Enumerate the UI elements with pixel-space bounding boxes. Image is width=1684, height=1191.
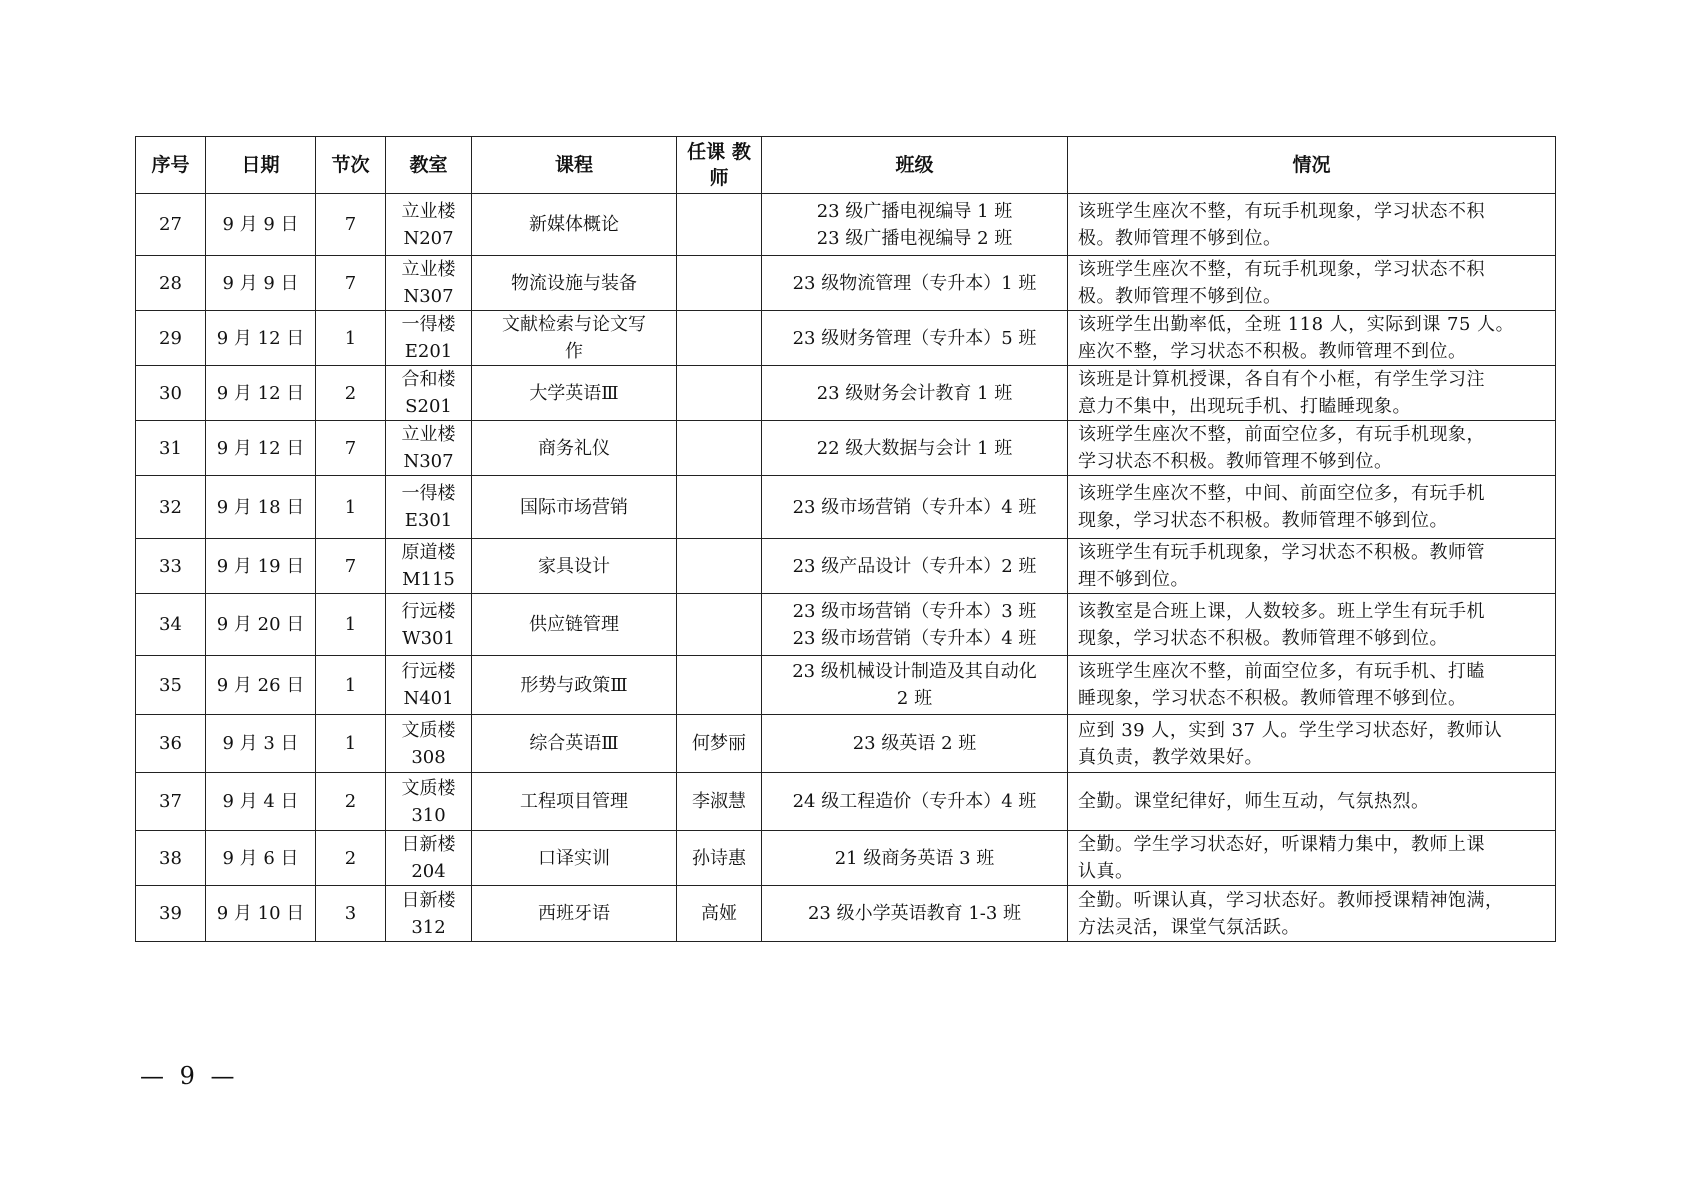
cell-situation-line: 该班是计算机授课，各自有个小框，有学生学习注 — [1078, 369, 1485, 390]
cell-situation-line: 认真。 — [1078, 861, 1134, 882]
cell-course-line: 文献检索与论文写 — [502, 314, 646, 335]
cell-seq: 32 — [136, 476, 206, 539]
header-period: 节次 — [316, 137, 386, 194]
cell-situation-line: 该班学生出勤率低，全班 118 人，实际到课 75 人。 — [1078, 314, 1515, 335]
cell-course-line: 口译实训 — [538, 847, 610, 869]
cell-situation-line: 方法灵活，课堂气氛活跃。 — [1078, 916, 1300, 938]
header-class: 班级 — [762, 137, 1068, 194]
cell-room-line: 一得楼 — [401, 314, 456, 335]
cell-situation-line: 该班学生座次不整，前面空位多，有玩手机现象， — [1078, 424, 1485, 445]
cell-situation — [1068, 831, 1556, 886]
cell-situation — [1068, 656, 1556, 715]
cell-situation-line: 座次不整，学习状态不积极。教师管理不到位。 — [1078, 341, 1467, 362]
cell-teacher: 孙诗惠 — [677, 831, 762, 886]
cell-room — [386, 421, 472, 476]
cell-date: 9 月 12 日 — [206, 311, 316, 366]
inspection-table — [135, 136, 1556, 942]
cell-situation-line: 该班学生座次不整，有玩手机现象，学习状态不积 — [1078, 259, 1485, 280]
cell-date: 9 月 9 日 — [206, 194, 316, 256]
cell-room — [386, 656, 472, 715]
cell-room-line: E201 — [404, 341, 453, 362]
header-row — [136, 137, 1556, 194]
cell-situation — [1068, 366, 1556, 421]
cell-situation-line: 该班学生座次不整，前面空位多，有玩手机、打瞌 — [1078, 661, 1485, 682]
cell-situation-line: 该班学生座次不整，有玩手机现象，学习状态不积 — [1078, 200, 1485, 222]
cell-course-line: 作 — [565, 341, 583, 362]
cell-room-line: 文质楼 — [401, 719, 456, 741]
cell-teacher — [677, 311, 762, 366]
cell-situation — [1068, 539, 1556, 594]
cell-course — [472, 831, 677, 886]
cell-teacher — [677, 194, 762, 256]
cell-period: 1 — [316, 311, 386, 366]
cell-course — [472, 715, 677, 773]
cell-class-line: 21 级商务英语 3 班 — [834, 847, 995, 869]
cell-date: 9 月 3 日 — [206, 715, 316, 773]
cell-class-line: 22 级大数据与会计 1 班 — [816, 437, 1013, 459]
cell-class — [762, 886, 1068, 942]
cell-room-line: 308 — [411, 746, 446, 768]
cell-room — [386, 715, 472, 773]
cell-course — [472, 656, 677, 715]
cell-period: 3 — [316, 886, 386, 942]
cell-period: 2 — [316, 773, 386, 831]
cell-room-line: 立业楼 — [401, 424, 456, 445]
cell-course — [472, 886, 677, 942]
page-number: — 9 — — [140, 1062, 239, 1090]
cell-teacher — [677, 421, 762, 476]
cell-class — [762, 311, 1068, 366]
cell-seq: 34 — [136, 594, 206, 656]
cell-date: 9 月 4 日 — [206, 773, 316, 831]
cell-course-line: 工程项目管理 — [520, 791, 628, 812]
cell-course-line: 综合英语Ⅲ — [529, 733, 619, 754]
cell-seq: 36 — [136, 715, 206, 773]
header-teacher-line1: 任课 — [687, 141, 726, 163]
cell-situation-line: 学习状态不积极。教师管理不够到位。 — [1078, 451, 1393, 472]
cell-room — [386, 476, 472, 539]
cell-course-line: 西班牙语 — [538, 903, 610, 924]
cell-course — [472, 366, 677, 421]
cell-room-line: 立业楼 — [401, 259, 456, 280]
cell-situation-line: 真负责，教学效果好。 — [1078, 746, 1263, 768]
cell-course — [472, 256, 677, 311]
cell-situation — [1068, 886, 1556, 942]
cell-teacher — [677, 539, 762, 594]
cell-room — [386, 539, 472, 594]
cell-course-line: 形势与政策Ⅲ — [520, 674, 628, 696]
cell-date: 9 月 26 日 — [206, 656, 316, 715]
cell-room-line: E301 — [404, 510, 453, 531]
cell-period: 7 — [316, 256, 386, 311]
cell-room — [386, 366, 472, 421]
cell-class-line: 23 级市场营销（专升本）3 班 — [792, 600, 1037, 622]
cell-situation-line: 全勤。学生学习状态好，听课精力集中，教师上课 — [1078, 834, 1485, 855]
table-row — [136, 421, 1556, 476]
cell-situation-line: 理不够到位。 — [1078, 569, 1189, 590]
cell-date: 9 月 12 日 — [206, 421, 316, 476]
cell-room-line: 310 — [411, 804, 446, 826]
cell-situation-line: 极。教师管理不够到位。 — [1078, 227, 1282, 249]
cell-situation-line: 全勤。听课认真，学习状态好。教师授课精神饱满， — [1078, 889, 1504, 911]
cell-situation-line: 睡现象，学习状态不积极。教师管理不够到位。 — [1078, 688, 1467, 709]
cell-room-line: 行远楼 — [401, 600, 456, 622]
cell-room-line: 一得楼 — [401, 483, 456, 504]
cell-period: 1 — [316, 656, 386, 715]
cell-room — [386, 886, 472, 942]
cell-seq: 37 — [136, 773, 206, 831]
cell-class — [762, 656, 1068, 715]
cell-date: 9 月 19 日 — [206, 539, 316, 594]
cell-teacher: 高娅 — [677, 886, 762, 942]
cell-teacher: 李淑慧 — [677, 773, 762, 831]
cell-situation-line: 该班学生座次不整，中间、前面空位多，有玩手机 — [1078, 483, 1485, 504]
cell-seq: 28 — [136, 256, 206, 311]
cell-course — [472, 594, 677, 656]
cell-course-line: 供应链管理 — [529, 614, 619, 635]
cell-seq: 30 — [136, 366, 206, 421]
cell-teacher — [677, 256, 762, 311]
cell-room-line: 合和楼 — [401, 369, 456, 390]
cell-room — [386, 773, 472, 831]
cell-room — [386, 594, 472, 656]
cell-situation — [1068, 256, 1556, 311]
cell-room-line: N307 — [403, 451, 454, 472]
cell-room — [386, 831, 472, 886]
cell-period: 1 — [316, 594, 386, 656]
cell-room-line: 立业楼 — [401, 200, 456, 222]
cell-period: 2 — [316, 831, 386, 886]
cell-room-line: S201 — [405, 396, 452, 417]
cell-class — [762, 256, 1068, 311]
table-row — [136, 594, 1556, 656]
cell-class-line: 24 级工程造价（专升本）4 班 — [792, 791, 1037, 812]
table-row — [136, 476, 1556, 539]
cell-period: 7 — [316, 194, 386, 256]
cell-teacher — [677, 594, 762, 656]
header-seq: 序号 — [136, 137, 206, 194]
cell-class-line: 23 级市场营销（专升本）4 班 — [792, 627, 1037, 649]
cell-course-line: 新媒体概论 — [529, 214, 619, 235]
cell-class — [762, 773, 1068, 831]
cell-room-line: N307 — [403, 286, 454, 307]
cell-date: 9 月 9 日 — [206, 256, 316, 311]
cell-class-line: 23 级物流管理（专升本）1 班 — [792, 272, 1037, 294]
cell-date: 9 月 10 日 — [206, 886, 316, 942]
cell-room-line: 行远楼 — [401, 661, 456, 682]
table-row — [136, 656, 1556, 715]
cell-class-line: 23 级财务会计教育 1 班 — [816, 382, 1013, 404]
header-date: 日期 — [206, 137, 316, 194]
cell-situation-line: 意力不集中，出现玩手机、打瞌睡现象。 — [1078, 396, 1411, 417]
table-row — [136, 194, 1556, 256]
cell-course-line: 大学英语Ⅲ — [529, 382, 619, 404]
cell-date: 9 月 20 日 — [206, 594, 316, 656]
cell-course — [472, 421, 677, 476]
cell-course — [472, 773, 677, 831]
cell-room-line: W301 — [402, 627, 455, 649]
cell-period: 7 — [316, 539, 386, 594]
cell-seq: 33 — [136, 539, 206, 594]
cell-class-line: 23 级市场营销（专升本）4 班 — [792, 496, 1037, 518]
cell-class-line: 23 级财务管理（专升本）5 班 — [792, 327, 1037, 349]
cell-class — [762, 594, 1068, 656]
cell-room-line: 日新楼 — [401, 889, 456, 911]
cell-situation-line: 全勤。课堂纪律好，师生互动，气氛热烈。 — [1078, 791, 1430, 812]
cell-situation — [1068, 476, 1556, 539]
table-row — [136, 366, 1556, 421]
cell-course-line: 国际市场营销 — [520, 496, 628, 518]
cell-seq: 38 — [136, 831, 206, 886]
header-situation: 情况 — [1068, 137, 1556, 194]
cell-class-line: 23 级广播电视编导 1 班 — [816, 200, 1013, 222]
cell-date: 9 月 6 日 — [206, 831, 316, 886]
cell-course — [472, 311, 677, 366]
cell-period: 1 — [316, 476, 386, 539]
cell-teacher — [677, 366, 762, 421]
table-row — [136, 539, 1556, 594]
table-row — [136, 715, 1556, 773]
cell-seq: 35 — [136, 656, 206, 715]
cell-date: 9 月 12 日 — [206, 366, 316, 421]
cell-seq: 31 — [136, 421, 206, 476]
cell-course-line: 商务礼仪 — [538, 437, 610, 459]
cell-period: 1 — [316, 715, 386, 773]
cell-seq: 39 — [136, 886, 206, 942]
cell-room-line: N401 — [403, 688, 454, 709]
cell-room-line: 日新楼 — [401, 834, 456, 855]
cell-class — [762, 539, 1068, 594]
cell-course — [472, 476, 677, 539]
cell-class-line: 2 班 — [896, 688, 933, 709]
cell-situation-line: 现象，学习状态不积极。教师管理不够到位。 — [1078, 510, 1448, 531]
cell-seq: 29 — [136, 311, 206, 366]
cell-room-line: 原道楼 — [401, 542, 456, 563]
cell-situation-line: 极。教师管理不够到位。 — [1078, 286, 1282, 307]
cell-class — [762, 715, 1068, 773]
cell-course-line: 物流设施与装备 — [511, 272, 637, 294]
cell-class — [762, 831, 1068, 886]
cell-date: 9 月 18 日 — [206, 476, 316, 539]
header-teacher-line2: 教师 — [709, 141, 751, 189]
header-room: 教室 — [386, 137, 472, 194]
cell-room-line: 204 — [411, 861, 446, 882]
cell-teacher: 何梦丽 — [677, 715, 762, 773]
cell-class-line: 23 级广播电视编导 2 班 — [816, 227, 1013, 249]
table-row — [136, 256, 1556, 311]
cell-period: 2 — [316, 366, 386, 421]
cell-class-line: 23 级机械设计制造及其自动化 — [792, 661, 1037, 682]
cell-class — [762, 476, 1068, 539]
cell-room-line: 文质楼 — [401, 777, 456, 799]
cell-situation-line: 该教室是合班上课，人数较多。班上学生有玩手机 — [1078, 600, 1485, 622]
cell-situation-line: 应到 39 人，实到 37 人。学生学习状态好，教师认 — [1078, 719, 1503, 741]
header-teacher — [677, 137, 762, 194]
cell-class-line: 23 级英语 2 班 — [852, 733, 977, 754]
table-row — [136, 831, 1556, 886]
cell-class — [762, 421, 1068, 476]
cell-situation — [1068, 773, 1556, 831]
cell-room — [386, 311, 472, 366]
cell-period: 7 — [316, 421, 386, 476]
table-row — [136, 311, 1556, 366]
cell-room-line: N207 — [403, 227, 454, 249]
cell-class — [762, 194, 1068, 256]
cell-room — [386, 256, 472, 311]
cell-situation-line: 现象，学习状态不积极。教师管理不够到位。 — [1078, 627, 1448, 649]
cell-room-line: M115 — [402, 569, 455, 590]
cell-course-line: 家具设计 — [538, 555, 610, 577]
cell-room — [386, 194, 472, 256]
cell-class-line: 23 级小学英语教育 1-3 班 — [807, 903, 1022, 924]
header-course: 课程 — [472, 137, 677, 194]
cell-teacher — [677, 656, 762, 715]
cell-situation — [1068, 594, 1556, 656]
cell-class-line: 23 级产品设计（专升本）2 班 — [792, 555, 1037, 577]
cell-course — [472, 539, 677, 594]
cell-room-line: 312 — [411, 916, 446, 938]
cell-seq: 27 — [136, 194, 206, 256]
cell-situation — [1068, 421, 1556, 476]
cell-situation — [1068, 194, 1556, 256]
cell-class — [762, 366, 1068, 421]
table-row — [136, 886, 1556, 942]
cell-course — [472, 194, 677, 256]
cell-situation-line: 该班学生有玩手机现象，学习状态不积极。教师管 — [1078, 542, 1485, 563]
cell-teacher — [677, 476, 762, 539]
table-row — [136, 773, 1556, 831]
cell-situation — [1068, 311, 1556, 366]
cell-situation — [1068, 715, 1556, 773]
table-body — [136, 194, 1556, 942]
